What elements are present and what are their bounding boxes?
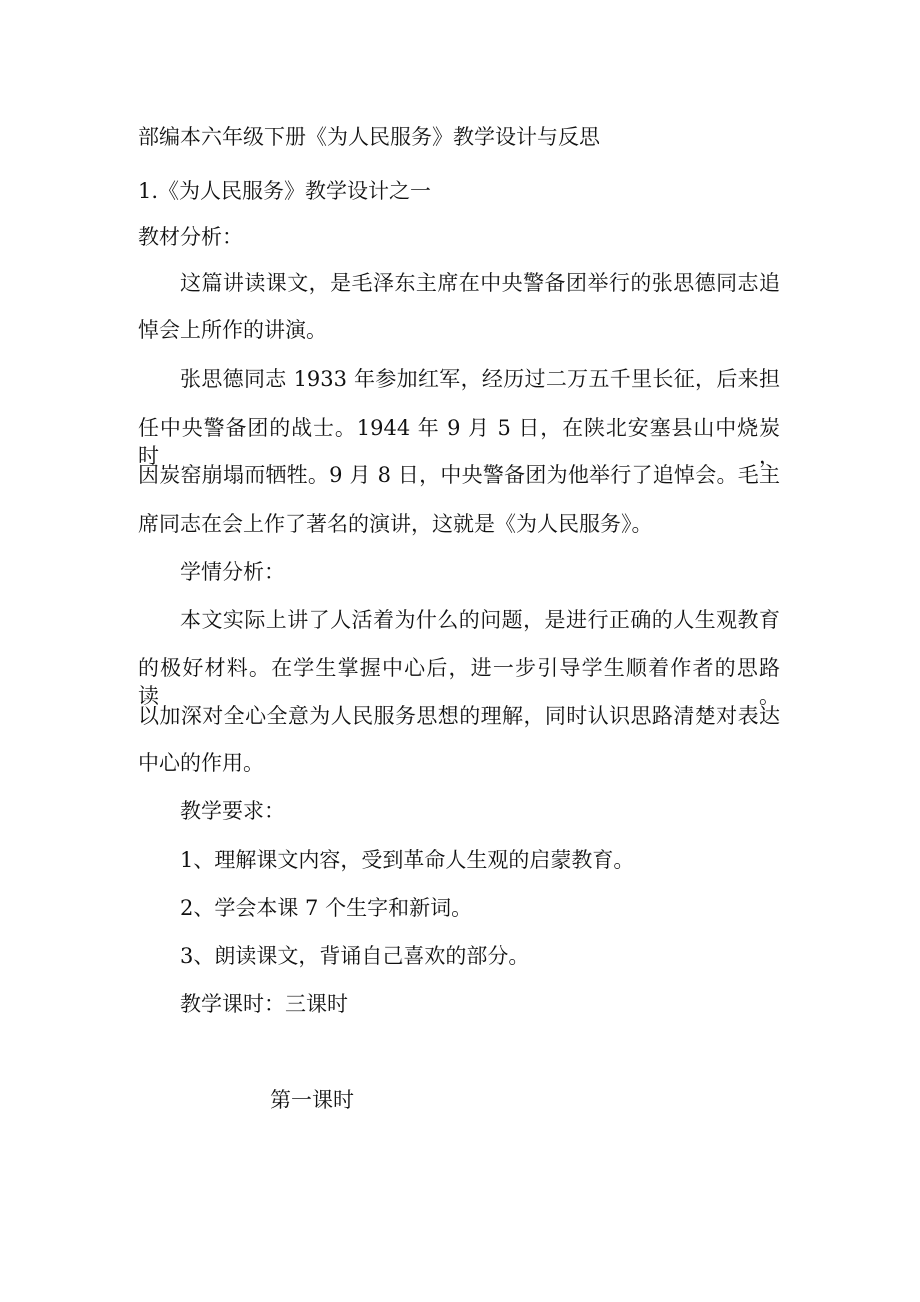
first-lesson-heading: 第一课时 [270, 1088, 354, 1112]
requirement-item-1: 1、理解课文内容，受到革命人生观的启蒙教育。 [180, 848, 635, 872]
paragraph-3-line-2: 的极好材料。在学生掌握中心后，进一步引导学生顺着作者的思路读。 [138, 656, 780, 708]
textbook-analysis-heading: 教材分析： [138, 225, 243, 249]
class-hours: 教学课时：三课时 [180, 992, 348, 1016]
requirement-item-2: 2、学会本课 7 个生字和新词。 [180, 896, 473, 920]
student-analysis-heading: 学情分析： [180, 560, 285, 584]
paragraph-3-line-4: 中心的作用。 [138, 751, 264, 775]
paragraph-3-line-1: 本文实际上讲了人活着为什么的问题，是进行正确的人生观教育 [180, 608, 780, 632]
paragraph-2-line-2: 任中央警备团的战士。1944 年 9 月 5 日，在陕北安塞县山中烧炭时， [138, 416, 780, 468]
document-title: 部编本六年级下册《为人民服务》教学设计与反思 [138, 125, 600, 149]
paragraph-2-line-4: 席同志在会上作了著名的演讲，这就是《为人民服务》。 [138, 512, 653, 536]
paragraph-1-line-2: 悼会上所作的讲演。 [138, 318, 327, 342]
section-title: 1.《为人民服务》教学设计之一 [138, 179, 432, 203]
paragraph-2-line-1: 张思德同志 1933 年参加红军，经历过二万五千里长征，后来担 [180, 367, 780, 391]
paragraph-1-line-1: 这篇讲读课文，是毛泽东主席在中央警备团举行的张思德同志追 [180, 271, 780, 295]
requirements-heading: 教学要求： [180, 799, 285, 823]
paragraph-2-line-3: 因炭窑崩塌而牺牲。9 月 8 日，中央警备团为他举行了追悼会。毛主 [138, 463, 780, 487]
paragraph-3-line-3: 以加深对全心全意为人民服务思想的理解，同时认识思路清楚对表达 [138, 704, 780, 728]
requirement-item-3: 3、朗读课文，背诵自己喜欢的部分。 [180, 944, 530, 968]
